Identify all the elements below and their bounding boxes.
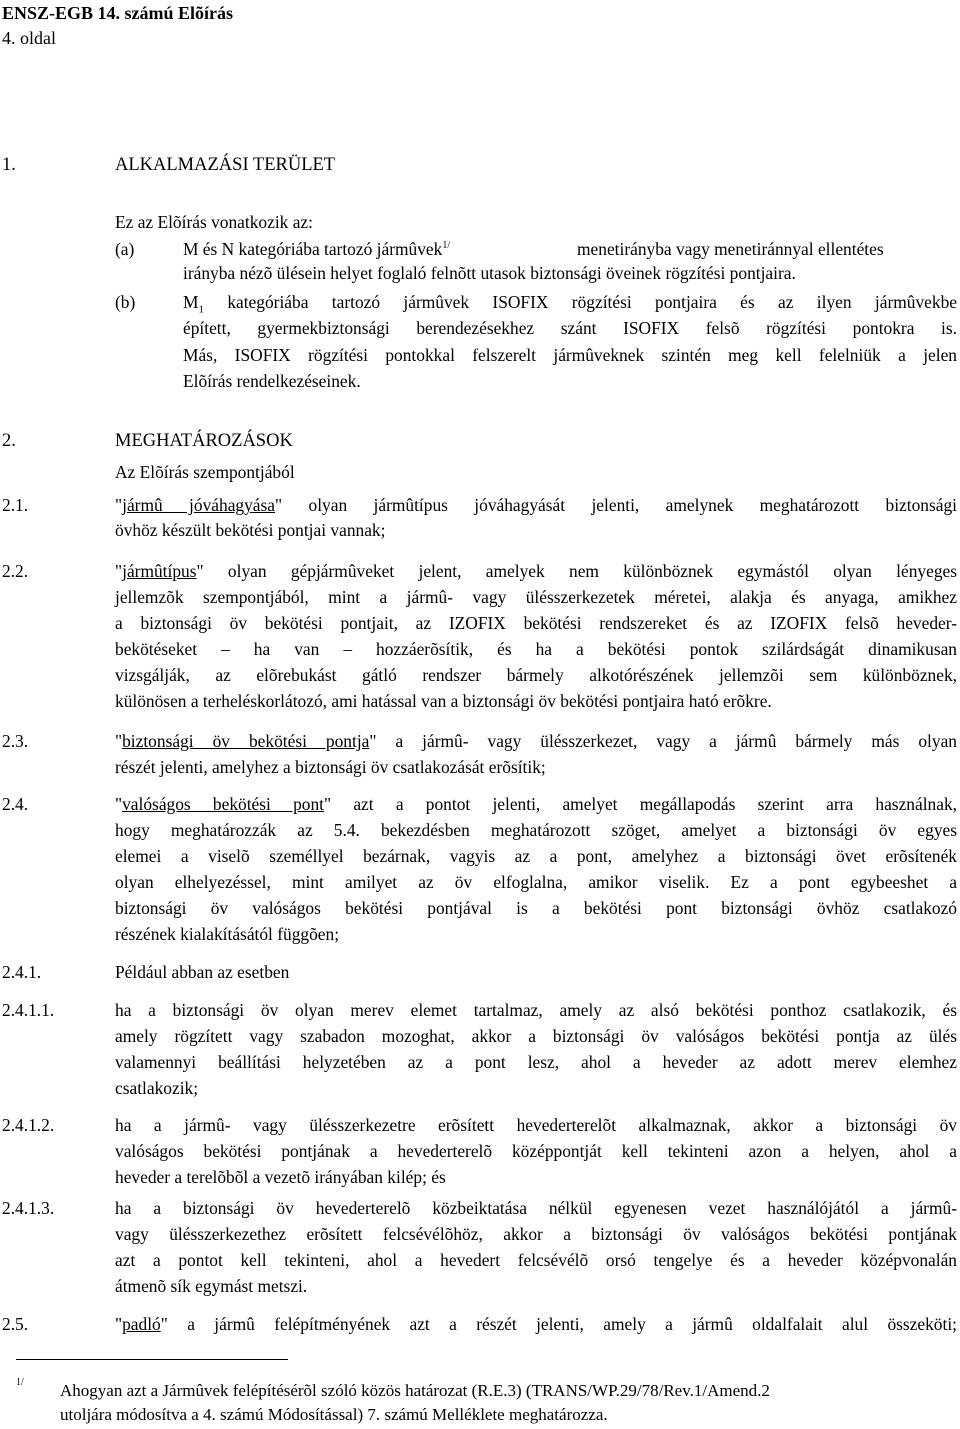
item-b-line3: Más, ISOFIX rögzítési pontokkal felszerelt jármûveknek szintén meg kell felelniük a jelen xyxy=(183,345,957,365)
case-2-4-1-3-number: 2.4.1.3. xyxy=(2,1198,55,1218)
case-2-4-1-3-line3: azt a pontot kell tekinteni, ahol a hevedert felcsévélõ orsó tengelye és a heveder középvonalán xyxy=(115,1250,957,1270)
def-2-2-line5: vizsgálják, az elõrebukást gátló rendszer bármely alkotórészének jellemzõi sem különböznek, xyxy=(115,665,957,685)
def-2-2-line2: jellemzõk szempontjából, mint a jármû- vagy ülésszerkezetek méretei, alakja és anyaga, amikhez xyxy=(115,587,957,607)
def-2-4-line1: "valóságos bekötési pont" azt a pontot jelenti, amelyet megállapodás szerint arra használnak, xyxy=(115,794,957,814)
item-a-label: (a) xyxy=(115,239,135,259)
term-valosagos-bekotesi-pont: valóságos bekötési pont xyxy=(122,794,325,814)
footnote-separator xyxy=(16,1359,288,1360)
term-jarmutipus: jármûtípus xyxy=(122,561,197,581)
document-title: ENSZ-EGB 14. számú Elõírás xyxy=(2,3,234,23)
def-2-1-line1: "jármû jóváhagyása" olyan jármûtípus jóváhagyását jelenti, amelynek meghatározott biztonsági xyxy=(115,495,957,515)
footnote-line1: Ahogyan azt a Jármûvek felépítésérõl szóló közös határozat (R.E.3) (TRANS/WP.29/78/Rev.1/Amend.2 xyxy=(60,1381,770,1400)
def-2-3-line2: részét jelenti, amelyhez a biztonsági öv csatlakozását erõsítik; xyxy=(115,757,546,777)
case-2-4-1-1-line3: valamennyi beállítási helyzetében az a pont lesz, ahol a heveder az adott merev elemhez xyxy=(115,1052,957,1072)
def-2-2-line6: különösen a terheléskorlátozó, ami hatással van a biztonsági öv bekötési pontjaira ható erõkre. xyxy=(115,691,772,711)
term-jarmu-jovahagyasa: jármû jóváhagyása xyxy=(122,495,276,515)
section-1-intro: Ez az Elõírás vonatkozik az: xyxy=(115,212,313,232)
footnote-ref[interactable]: 1/ xyxy=(442,240,451,252)
section-1-heading: ALKALMAZÁSI TERÜLET xyxy=(115,155,336,175)
case-2-4-1-3-line1: ha a biztonsági öv hevederterelõ közbeiktatása nélkül egyenesen vezet használójától a jármû- xyxy=(115,1198,957,1218)
footnote-line2: utoljára módosítva a 4. számú Módosítással) 7. számú Melléklete meghatározza. xyxy=(60,1405,608,1424)
def-2-1-number: 2.1. xyxy=(2,495,29,515)
case-2-4-1-2-line1: ha a jármû- vagy ülésszerkezetre erõsített hevederterelõt alkalmaznak, akkor a biztonsági öv xyxy=(115,1115,957,1135)
item-b-line1: $M_1$ kategóriába tartozó jármûvek ISOFIX rögzítési pontjaira és az ilyen jármûvekbe xyxy=(183,292,957,316)
case-2-4-1-1-line2: amely rögzített vagy szabadon mozoghat, akkor a biztonsági öv valóságos bekötési pontja az ülés xyxy=(115,1026,957,1046)
case-2-4-1-1-line1: ha a biztonsági öv olyan merev elemet tartalmaz, amely az alsó bekötési ponthoz csatlakozik, és xyxy=(115,1000,957,1020)
def-2-1-line2: övhöz készült bekötési pontjai vannak; xyxy=(115,520,386,540)
case-2-4-1-1-line4: csatlakozik; xyxy=(115,1078,199,1098)
item-a-line2: irányba nézõ ülésein helyet foglaló felnõtt utasok biztonsági öveinek rögzítési pontjaira. xyxy=(183,263,796,283)
item-a-line1: M és N kategóriába tartozó jármûvek$^{1/}$ xyxy=(183,239,451,259)
case-2-4-1-1-number: 2.4.1.1. xyxy=(2,1000,55,1020)
def-2-4-line2: hogy meghatározzák az 5.4. bekezdésben meghatározott szöget, amelyet a biztonsági öv egyes xyxy=(115,820,957,840)
footnote-mark: 1/ xyxy=(16,1377,24,1388)
sub-2-4-1-number: 2.4.1. xyxy=(2,962,42,982)
def-2-2-line3: a biztonsági öv bekötési pontjait, az IZOFIX bekötési rendszereket és az IZOFIX felsõ heveder- xyxy=(115,613,957,633)
page-number: 4. oldal xyxy=(2,28,56,48)
term-padlo: padló xyxy=(122,1314,161,1334)
case-2-4-1-2-number: 2.4.1.2. xyxy=(2,1115,55,1135)
def-2-5-number: 2.5. xyxy=(2,1314,29,1334)
case-2-4-1-3-line2: vagy ülésszerkezethez erõsített felcsévélõhöz, akkor a biztonsági öv valóságos bekötési pontjának xyxy=(115,1224,957,1244)
def-2-4-line5: biztonsági öv valóságos bekötési pontjával is a bekötési pont biztonsági övhöz csatlakozó xyxy=(115,898,957,918)
case-2-4-1-2-line2: valóságos bekötési pontjának a hevederterelõ középpontját kell tekinteni azon a helyen, ahol a xyxy=(115,1141,957,1161)
sub-2-4-1-text: Például abban az esetben xyxy=(115,962,290,982)
def-2-3-line1: "biztonsági öv bekötési pontja" a jármû- vagy ülésszerkezet, vagy a jármû bármely más olyan xyxy=(115,731,957,751)
case-2-4-1-3-line4: átmenõ sík egymást metszi. xyxy=(115,1276,308,1296)
section-1-number: 1. xyxy=(2,155,16,175)
def-2-2-number: 2.2. xyxy=(2,561,29,581)
def-2-5-line1: "padló" a jármû felépítményének azt a részét jelenti, amely a jármû oldalfalait alul összeköti; xyxy=(115,1314,957,1334)
def-2-4-number: 2.4. xyxy=(2,794,29,814)
case-2-4-1-2-line3: heveder a terelõbõl a vezetõ irányában kilép; és xyxy=(115,1167,446,1187)
item-a-line1-cont: menetirányba vagy menetiránnyal ellentétes xyxy=(577,239,884,259)
item-b-line2: épített, gyermekbiztonsági berendezésekhez szánt ISOFIX felsõ rögzítési pontokra is. xyxy=(183,318,957,338)
section-2-number: 2. xyxy=(2,431,16,451)
section-2-heading: MEGHATÁROZÁSOK xyxy=(115,431,293,451)
term-biztonsagi-ov-bekotesi-pontja: biztonsági öv bekötési pontja xyxy=(122,731,370,751)
def-2-4-line4: olyan elhelyezéssel, mint amilyet az öv elfoglalna, amikor viselik. Ez a pont egybeeshet a xyxy=(115,872,957,892)
def-2-4-line3: elemei a viselõ személlyel bezárnak, vagyis az a pont, amelyhez a biztonsági övet erõsítenék xyxy=(115,846,957,866)
def-2-4-line6: részének kialakításától függõen; xyxy=(115,924,340,944)
def-2-2-line1: "jármûtípus" olyan gépjármûveket jelent, amelyek nem különböznek egymástól olyan lényeges xyxy=(115,561,957,581)
def-2-3-number: 2.3. xyxy=(2,731,29,751)
section-2-subheading: Az Elõírás szempontjából xyxy=(115,462,295,482)
item-b-label: (b) xyxy=(115,292,136,312)
item-b-line4: Elõírás rendelkezéseinek. xyxy=(183,371,361,391)
def-2-2-line4: bekötéseket – ha van – hozzáerõsítik, és ha a bekötési pontok szilárdságát dinamikusan xyxy=(115,639,957,659)
